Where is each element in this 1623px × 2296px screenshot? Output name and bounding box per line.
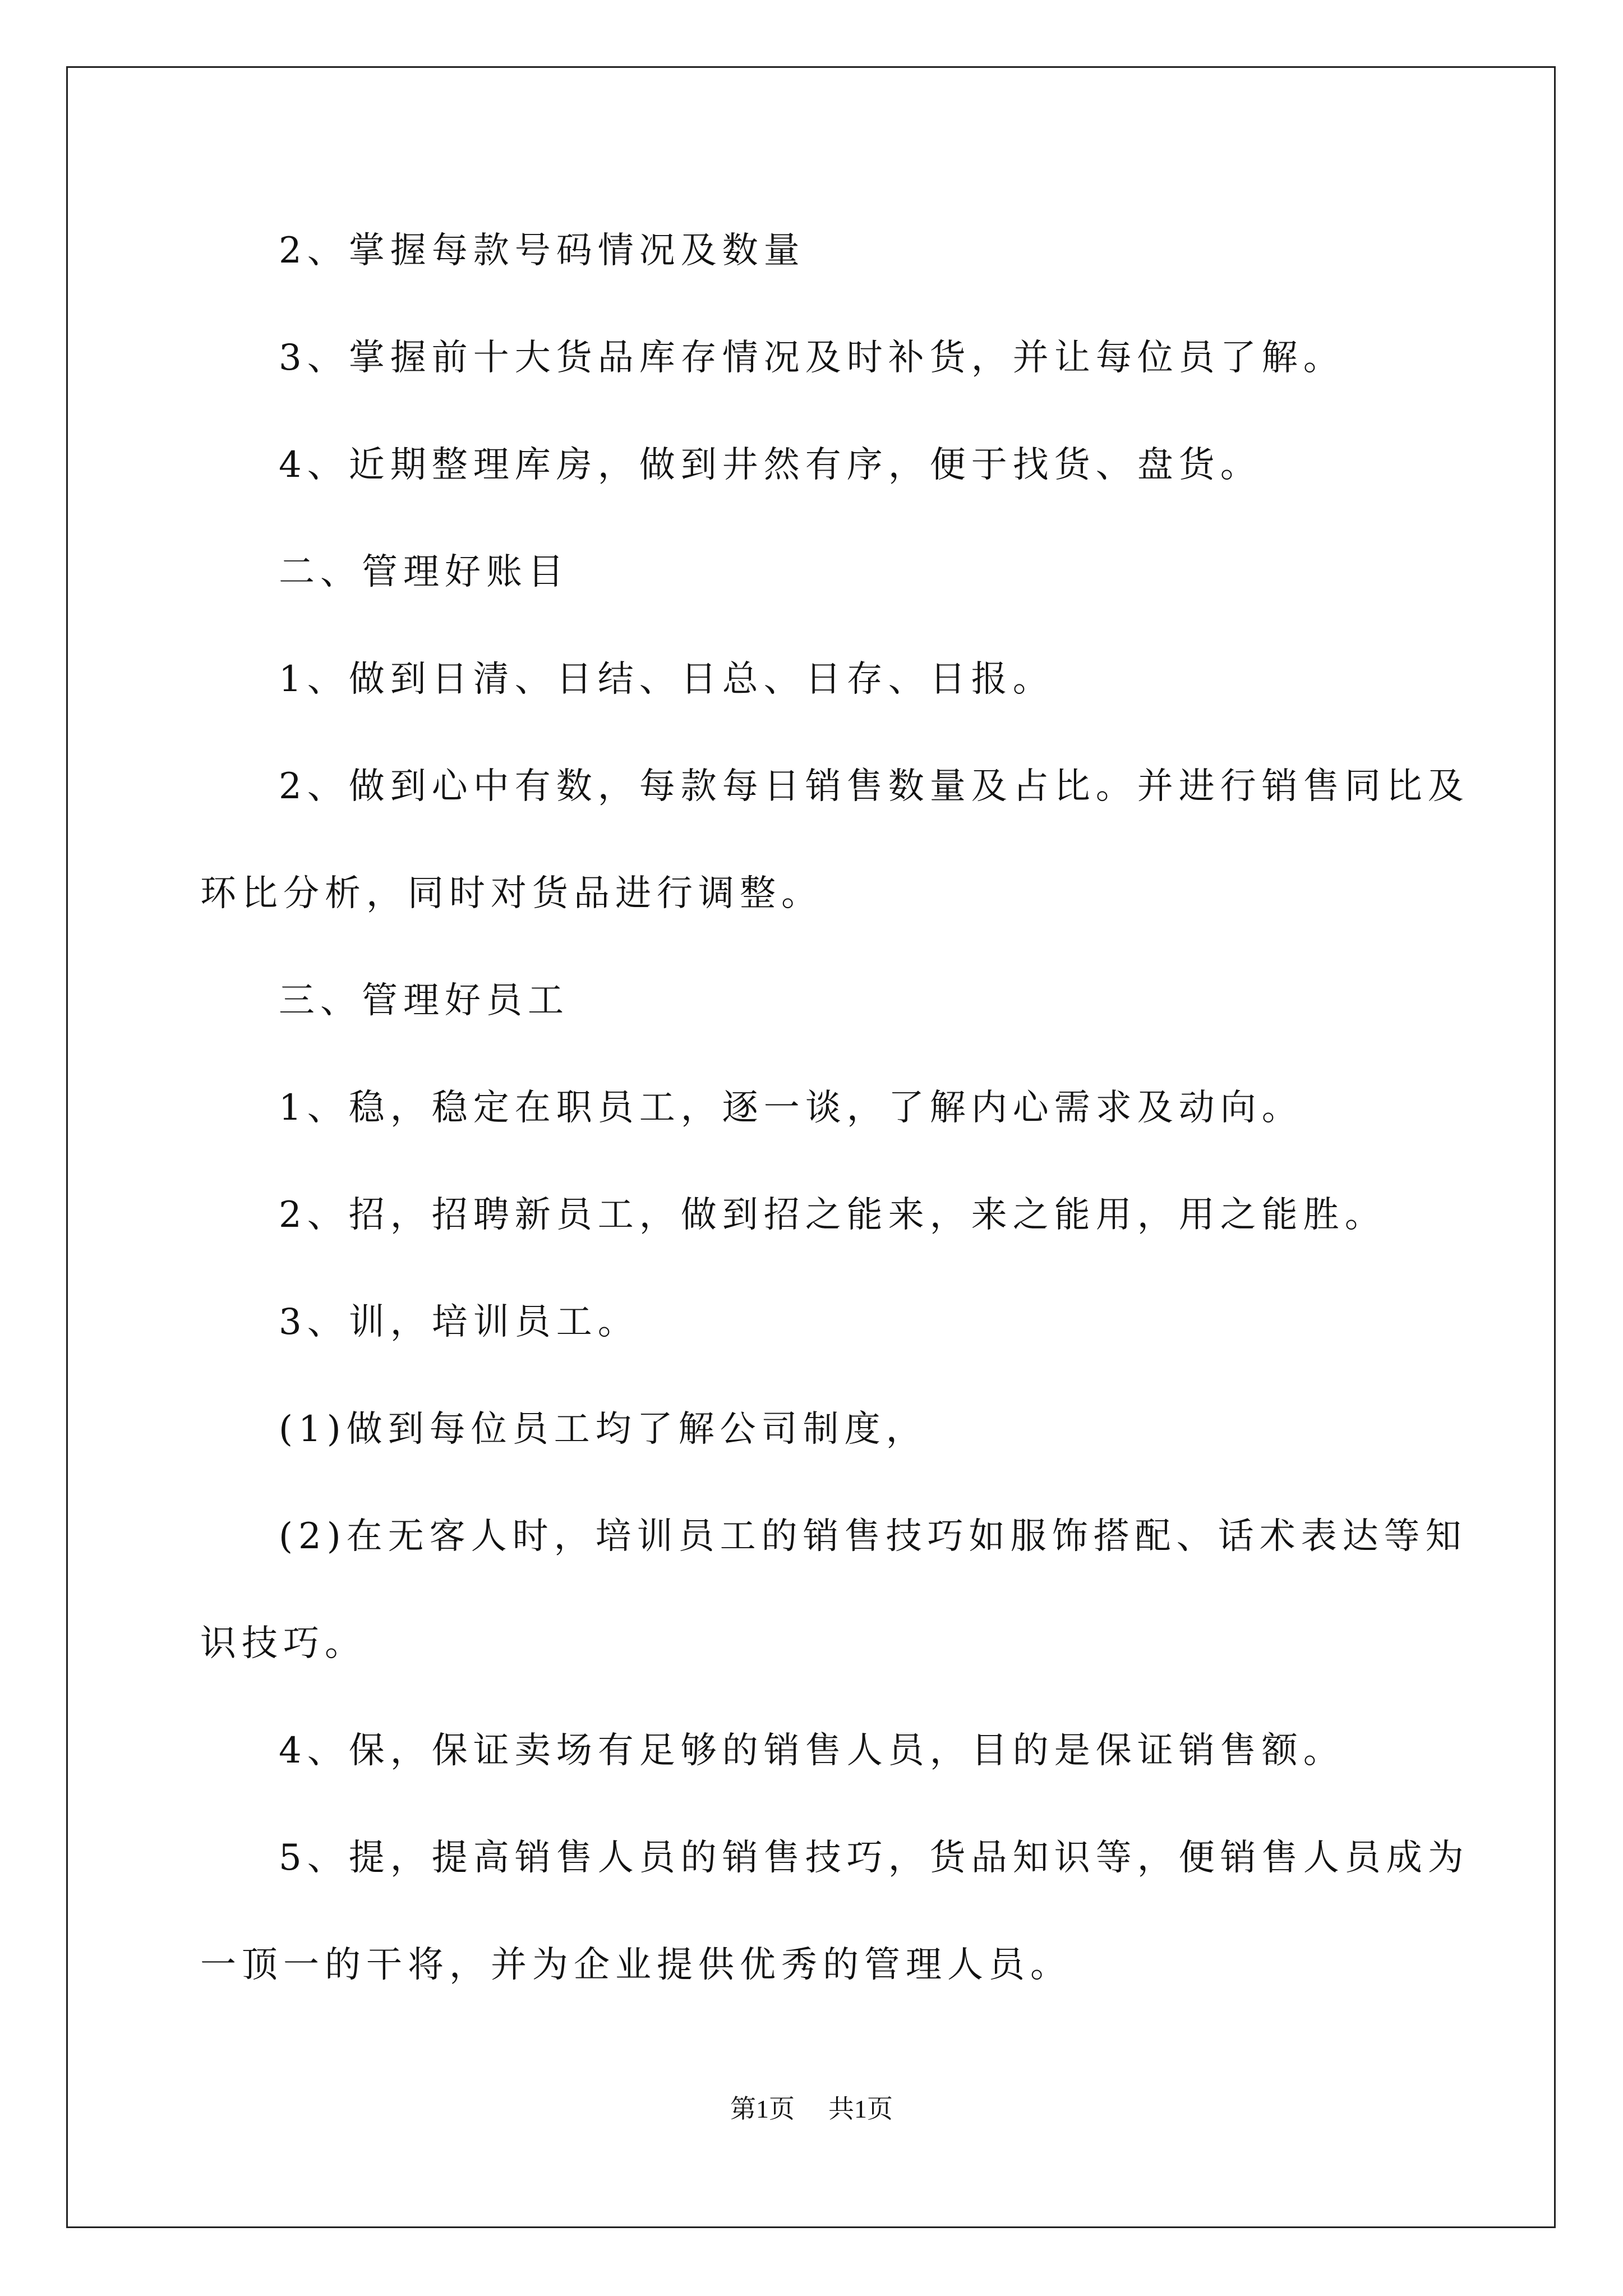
line-11: 3、训，培训员工。 (279, 1301, 639, 1343)
section-heading-accounts: 二、管理好账目 (279, 551, 569, 593)
line-6: 2、做到心中有数，每款每日销售数量及占比。并进行销售同比及 (279, 766, 1469, 807)
line-14: 识技巧。 (200, 1623, 366, 1664)
page-border (66, 66, 1556, 2228)
page-number-total: 共1页 (828, 2095, 893, 2123)
line-16: 5、提，提高销售人员的销售技巧，货品知识等，便销售人员成为 (279, 1837, 1469, 1879)
line-2: 3、掌握前十大货品库存情况及时补货，并让每位员了解。 (279, 337, 1345, 379)
line-1: 2、掌握每款号码情况及数量 (279, 230, 805, 272)
line-7: 环比分析，同时对货品进行调整。 (200, 873, 823, 914)
line-12: (1)做到每位员工均了解公司制度， (279, 1409, 928, 1450)
line-13: (2)在无客人时，培训员工的销售技巧如服饰搭配、话术表达等知 (279, 1516, 1467, 1557)
page-number-current: 第1页 (730, 2095, 795, 2123)
line-15: 4、保，保证卖场有足够的销售人员，目的是保证销售额。 (279, 1730, 1345, 1772)
line-17: 一顶一的干将，并为企业提供优秀的管理人员。 (200, 1944, 1072, 1986)
line-3: 4、近期整理库房，做到井然有序，便于找货、盘货。 (279, 444, 1262, 486)
line-5: 1、做到日清、日结、日总、日存、日报。 (279, 659, 1054, 700)
section-heading-staff: 三、管理好员工 (279, 980, 569, 1022)
line-10: 2、招，招聘新员工，做到招之能来，来之能用，用之能胜。 (279, 1194, 1386, 1236)
page-footer (0, 2096, 1623, 2122)
line-9: 1、稳，稳定在职员工，逐一谈，了解内心需求及动向。 (279, 1087, 1303, 1129)
